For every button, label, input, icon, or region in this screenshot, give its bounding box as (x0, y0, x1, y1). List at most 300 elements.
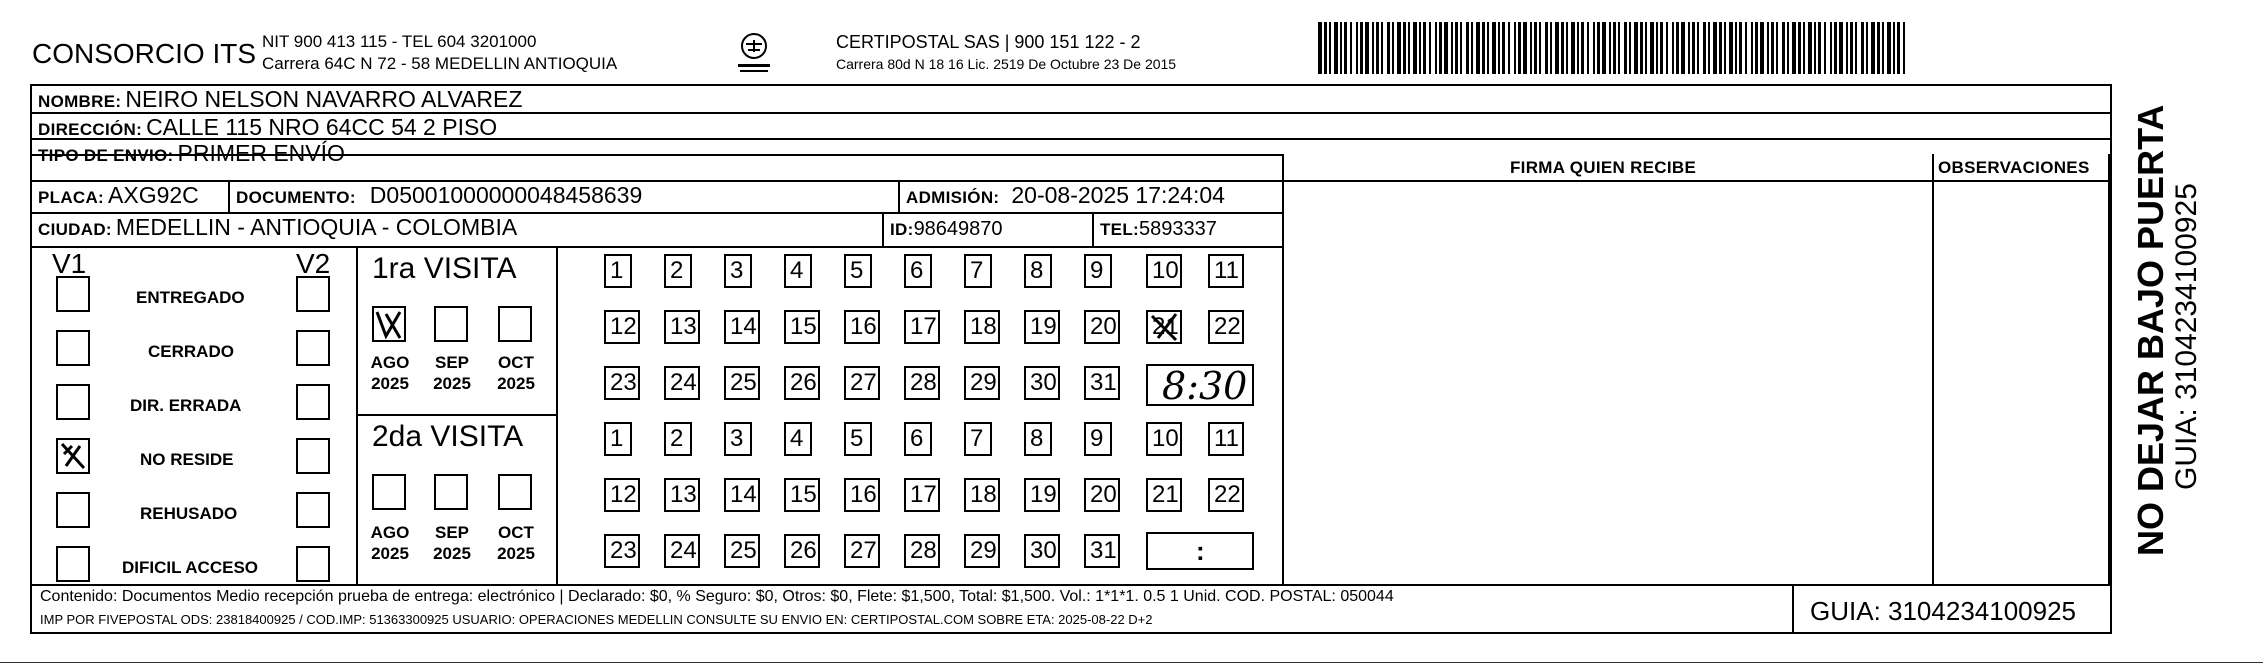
visit2-time-box[interactable] (1146, 532, 1254, 570)
barcode-bar (1903, 22, 1905, 74)
barcode-bar (1782, 22, 1785, 74)
day-number: 11 (1214, 425, 1239, 452)
col-line (1282, 154, 1284, 584)
day-box[interactable] (604, 254, 632, 288)
barcode-bar (1613, 22, 1616, 74)
barcode-bar (1861, 22, 1864, 74)
month-checkbox[interactable] (434, 306, 468, 342)
barcode-bar (1602, 22, 1606, 74)
visit2-time: : (1196, 536, 1205, 566)
day-box[interactable] (844, 310, 880, 344)
barcode-bar (1703, 22, 1706, 74)
day-number: 19 (1030, 313, 1057, 340)
tel-field (1100, 214, 1217, 242)
day-box[interactable] (1024, 254, 1052, 288)
document-label: DOCUMENTO: (236, 188, 356, 207)
v2-checkbox[interactable] (296, 330, 330, 366)
barcode-bar (1372, 22, 1374, 74)
barcode-bar (1834, 22, 1837, 74)
barcode-bar (1751, 22, 1753, 74)
month-label (360, 352, 420, 394)
plate-label: PLACA: (38, 188, 105, 207)
bottom-rule (0, 662, 2263, 663)
status-option-label: REHUSADO (140, 504, 238, 523)
day-box[interactable] (904, 422, 932, 456)
barcode-bar (1487, 22, 1489, 74)
barcode-bar (1692, 22, 1695, 74)
day-box[interactable] (844, 478, 880, 512)
barcode-bar (1455, 22, 1458, 74)
barcode-bar (1846, 22, 1848, 74)
barcode-bar (1340, 22, 1342, 74)
day-box[interactable] (604, 310, 640, 344)
day-box[interactable] (1208, 254, 1244, 288)
barcode-bar (1344, 22, 1347, 74)
day-box[interactable] (844, 422, 872, 456)
barcode-bar (1645, 22, 1647, 74)
day-box[interactable] (1208, 310, 1244, 344)
barcode-bar (1466, 22, 1469, 74)
send-type-field (38, 140, 345, 168)
day-box[interactable] (1024, 422, 1052, 456)
day-number: 21 (1152, 313, 1179, 340)
month-name: SEP (434, 523, 470, 542)
barcode-bar (1887, 22, 1891, 74)
day-box[interactable] (724, 478, 760, 512)
col-line (898, 180, 900, 212)
barcode-bar (1518, 22, 1521, 74)
day-box[interactable] (904, 478, 940, 512)
footer-guia: GUIA: 3104234100925 (1810, 596, 2076, 626)
day-number: 3 (730, 425, 744, 452)
x-mark-icon (1150, 310, 1182, 344)
barcode-bar (1735, 22, 1737, 74)
barcode-bar (1814, 22, 1816, 74)
day-number: 8 (1030, 257, 1044, 284)
barcode-bar (1476, 22, 1480, 74)
barcode-bar (1444, 22, 1448, 74)
day-number: 16 (850, 481, 877, 508)
barcode-bar (1334, 22, 1338, 74)
address-line: Carrera 64C N 72 - 58 MEDELLIN ANTIOQUIA (262, 54, 618, 73)
month-checkbox[interactable] (498, 306, 532, 342)
v1-checkbox[interactable] (56, 492, 90, 528)
visit1-time-box[interactable] (1146, 364, 1254, 406)
day-box[interactable] (1084, 254, 1112, 288)
barcode-bar (1724, 22, 1726, 74)
day-box[interactable] (1084, 310, 1120, 344)
courier-line: CERTIPOSTAL SAS | 900 151 122 - 2 (836, 32, 1141, 52)
month-label (422, 522, 482, 564)
v2-checkbox[interactable] (296, 384, 330, 420)
day-box[interactable] (1146, 310, 1182, 344)
day-box[interactable] (664, 254, 692, 288)
barcode-bar (1561, 22, 1564, 74)
day-box[interactable] (784, 422, 812, 456)
barcode-bar (1581, 22, 1584, 74)
day-number: 17 (910, 313, 937, 340)
day-box[interactable] (844, 366, 880, 400)
barcode-bar (1498, 22, 1500, 74)
day-box[interactable] (664, 422, 692, 456)
month-year: 2025 (433, 374, 471, 393)
day-box[interactable] (1146, 254, 1182, 288)
day-box[interactable] (784, 478, 820, 512)
barcode-bar (1676, 22, 1679, 74)
day-number: 18 (970, 313, 997, 340)
day-box[interactable] (724, 534, 760, 568)
day-box[interactable] (784, 310, 820, 344)
barcode-bar (1618, 22, 1620, 74)
admission-value: 20-08-2025 17:24:04 (1011, 182, 1225, 208)
month-checkbox[interactable] (372, 474, 406, 510)
day-box[interactable] (964, 534, 1000, 568)
barcode-bar (1798, 22, 1801, 74)
col-line (2108, 154, 2110, 584)
v1-checkbox[interactable] (56, 276, 90, 312)
day-number: 25 (730, 537, 757, 564)
barcode-bar (1555, 22, 1559, 74)
day-box[interactable] (1024, 366, 1060, 400)
day-box[interactable] (1084, 422, 1112, 456)
day-box[interactable] (784, 534, 820, 568)
admission-label: ADMISIÓN: (906, 188, 1000, 207)
day-number: 6 (910, 425, 924, 452)
day-number: 18 (970, 481, 997, 508)
day-number: 22 (1214, 313, 1241, 340)
nit-line: NIT 900 413 115 - TEL 604 3201000 (262, 32, 537, 51)
barcode-bar (1850, 22, 1853, 74)
day-box[interactable] (1084, 478, 1120, 512)
month-year: 2025 (497, 374, 535, 393)
day-number: 3 (730, 257, 744, 284)
barcode-bar (1413, 22, 1417, 74)
v2-checkbox[interactable] (296, 276, 330, 312)
day-box[interactable] (1024, 534, 1060, 568)
day-number: 29 (970, 537, 997, 564)
barcode-bar (1539, 22, 1541, 74)
barcode-bar (1392, 22, 1394, 74)
col-line (228, 180, 230, 212)
plate-value: AXG92C (108, 182, 199, 208)
month-name: SEP (434, 353, 470, 372)
barcode-bar (1776, 22, 1778, 74)
day-box[interactable] (964, 478, 1000, 512)
day-box[interactable] (724, 366, 760, 400)
barcode-bar (1656, 22, 1658, 74)
v1-checkbox[interactable] (56, 546, 90, 582)
barcode-bar (1739, 22, 1742, 74)
day-number: 31 (1090, 369, 1117, 396)
day-number: 25 (730, 369, 757, 396)
barcode-bar (1755, 22, 1758, 74)
barcode-bar (1429, 22, 1431, 74)
day-number: 15 (790, 313, 817, 340)
v1-header: V1 (52, 248, 87, 279)
barcode-bar (1871, 22, 1875, 74)
day-number: 28 (910, 537, 937, 564)
barcode-bar (1708, 22, 1710, 74)
barcode-bar (1640, 22, 1643, 74)
barcode-bar (1803, 22, 1805, 74)
month-checkbox[interactable] (434, 474, 468, 510)
col-line (556, 246, 558, 584)
day-number: 10 (1152, 425, 1179, 452)
day-number: 23 (610, 537, 637, 564)
barcode-bar (1523, 22, 1527, 74)
day-box[interactable] (604, 534, 640, 568)
name-label: NOMBRE: (38, 92, 122, 111)
day-number: 27 (850, 369, 877, 396)
month-label (486, 522, 546, 564)
month-checkbox[interactable] (372, 306, 406, 342)
v2-checkbox[interactable] (296, 438, 330, 474)
day-box[interactable] (904, 310, 940, 344)
visit1-title: 1ra VISITA (372, 252, 517, 285)
city-field (38, 214, 517, 242)
day-number: 9 (1090, 257, 1104, 284)
id-label: ID: (890, 220, 914, 239)
day-box[interactable] (904, 254, 932, 288)
barcode-bar (1666, 22, 1668, 74)
barcode-bar (1824, 22, 1826, 74)
barcode-bar (1767, 22, 1769, 74)
day-box[interactable] (964, 310, 1000, 344)
day-number: 10 (1152, 257, 1179, 284)
barcode-bar (1482, 22, 1485, 74)
barcode-bar (1571, 22, 1575, 74)
barcode-bar (1713, 22, 1717, 74)
barcode-bar (1787, 22, 1789, 74)
barcode-bar (1818, 22, 1821, 74)
barcode-bar (1719, 22, 1722, 74)
barcode-bar (1397, 22, 1401, 74)
day-number: 4 (790, 257, 804, 284)
footer-imp: IMP POR FIVEPOSTAL ODS: 23818400925 / COD.IMP: 51363300925 USUARIO: OPERACIONES MEDELLIN CONSULTE SU ENVIO EN: CERTIPOSTAL.COM SOBRE ETA: 2025-08-22 D+2 (40, 612, 1153, 627)
row-line (356, 414, 556, 416)
barcode-bar (1545, 22, 1548, 74)
barcode-bar (1830, 22, 1832, 74)
month-label (360, 522, 420, 564)
day-number: 5 (850, 425, 864, 452)
day-box[interactable] (904, 534, 940, 568)
day-box[interactable] (724, 254, 752, 288)
barcode-bar (1760, 22, 1764, 74)
visit1-time: 8:30 (1162, 364, 1248, 408)
month-name: AGO (370, 523, 410, 542)
day-box[interactable] (964, 254, 992, 288)
send-type-value: PRIMER ENVÍO (177, 140, 345, 166)
send-type-label: TIPO DE ENVIO: (38, 146, 174, 165)
day-number: 17 (910, 481, 937, 508)
row-line (30, 246, 1282, 248)
day-box[interactable] (844, 254, 872, 288)
day-number: 15 (790, 481, 817, 508)
barcode-bar (1360, 22, 1363, 74)
day-number: 13 (670, 313, 697, 340)
day-number: 14 (730, 481, 757, 508)
col-line (882, 212, 884, 246)
barcode-bar (1566, 22, 1568, 74)
day-number: 29 (970, 369, 997, 396)
day-number: 8 (1030, 425, 1044, 452)
day-number: 2 (670, 425, 684, 452)
address-value: CALLE 115 NRO 64CC 54 2 PISO (146, 114, 498, 140)
day-box[interactable] (1024, 310, 1060, 344)
barcode (1318, 22, 1914, 74)
barcode-bar (1577, 22, 1579, 74)
barcode-bar (1460, 22, 1462, 74)
city-label: CIUDAD: (38, 220, 112, 239)
day-box[interactable] (604, 478, 640, 512)
day-number: 20 (1090, 313, 1117, 340)
col-line (1092, 212, 1094, 246)
tel-label: TEL: (1100, 220, 1139, 239)
barcode-bar (1629, 22, 1631, 74)
day-number: 30 (1030, 537, 1057, 564)
day-box[interactable] (1146, 422, 1182, 456)
day-box[interactable] (1024, 478, 1060, 512)
day-box[interactable] (1146, 478, 1182, 512)
day-box[interactable] (784, 366, 820, 400)
v2-checkbox[interactable] (296, 546, 330, 582)
day-box[interactable] (844, 534, 880, 568)
day-mark-icon (1150, 310, 1182, 352)
barcode-bar (1681, 22, 1685, 74)
day-box[interactable] (1084, 366, 1120, 400)
day-number: 12 (610, 313, 637, 340)
month-label (422, 352, 482, 394)
status-option-label: DIFICIL ACCESO (122, 558, 259, 577)
barcode-bar (1318, 22, 1322, 74)
day-box[interactable] (964, 422, 992, 456)
day-number: 23 (610, 369, 637, 396)
barcode-bar (1745, 22, 1747, 74)
document-field (236, 182, 642, 210)
certipostal-logo (734, 30, 774, 76)
day-number: 19 (1030, 481, 1057, 508)
month-year: 2025 (497, 544, 535, 563)
month-checkbox[interactable] (498, 474, 532, 510)
month-year: 2025 (371, 544, 409, 563)
day-number: 7 (970, 425, 984, 452)
day-number: 12 (610, 481, 637, 508)
month-year: 2025 (433, 544, 471, 563)
day-box[interactable] (664, 534, 700, 568)
courier-address: Carrera 80d N 18 16 Lic. 2519 De Octubre 23 De 2015 (836, 56, 1177, 72)
status-option-label: CERRADO (148, 342, 234, 361)
barcode-bar (1451, 22, 1453, 74)
day-box[interactable] (724, 422, 752, 456)
barcode-bar (1897, 22, 1900, 74)
day-number: 9 (1090, 425, 1104, 452)
day-box[interactable] (1208, 478, 1244, 512)
day-number: 6 (910, 257, 924, 284)
address-field (38, 114, 497, 142)
day-number: 26 (790, 537, 817, 564)
barcode-bar (1356, 22, 1358, 74)
day-number: 1 (610, 425, 624, 452)
status-option-label: DIR. ERRADA (130, 396, 242, 415)
day-box[interactable] (664, 366, 700, 400)
plate-field (38, 182, 199, 210)
barcode-bar (1882, 22, 1884, 74)
barcode-bar (1597, 22, 1600, 74)
day-number: 2 (670, 257, 684, 284)
barcode-bar (1634, 22, 1638, 74)
month-name: AGO (370, 353, 410, 372)
barcode-bar (1893, 22, 1895, 74)
tel-value: 5893337 (1138, 218, 1217, 240)
v1-checkbox[interactable] (56, 438, 90, 474)
day-number: 27 (850, 537, 877, 564)
month-name: OCT (498, 523, 534, 542)
document-value: D05001000000048458639 (369, 182, 643, 208)
day-number: 21 (1152, 481, 1179, 508)
day-number: 24 (670, 537, 697, 564)
id-value: 98649870 (913, 218, 1003, 240)
signature-header: FIRMA QUIEN RECIBE (1510, 158, 1697, 177)
day-box[interactable] (604, 366, 640, 400)
v1-checkbox[interactable] (56, 330, 90, 366)
day-box[interactable] (964, 366, 1000, 400)
city-value: MEDELLIN - ANTIOQUIA - COLOMBIA (115, 214, 518, 240)
barcode-bar (1587, 22, 1589, 74)
certipostal-logo-icon (734, 30, 774, 76)
barcode-bar (1324, 22, 1327, 74)
barcode-bar (1624, 22, 1627, 74)
barcode-bar (1376, 22, 1379, 74)
visit2-title: 2da VISITA (372, 420, 524, 453)
day-box[interactable] (1084, 534, 1120, 568)
barcode-bar (1435, 22, 1437, 74)
day-box[interactable] (724, 310, 760, 344)
v1-checkbox[interactable] (56, 384, 90, 420)
barcode-bar (1866, 22, 1868, 74)
barcode-bar (1697, 22, 1699, 74)
month-year: 2025 (371, 374, 409, 393)
name-value: NEIRO NELSON NAVARRO ALVAREZ (125, 86, 523, 112)
row-line (1282, 180, 2112, 182)
barcode-bar (1403, 22, 1406, 74)
barcode-bar (1439, 22, 1442, 74)
day-number: 5 (850, 257, 864, 284)
day-box[interactable] (784, 254, 812, 288)
col-line (1792, 584, 1794, 634)
barcode-bar (1729, 22, 1733, 74)
company-name: CONSORCIO ITS (32, 38, 257, 69)
barcode-bar (1839, 22, 1843, 74)
barcode-bar (1660, 22, 1663, 74)
day-number: 26 (790, 369, 817, 396)
admission-field (906, 182, 1225, 210)
day-box[interactable] (664, 310, 700, 344)
day-box[interactable] (664, 478, 700, 512)
barcode-bar (1329, 22, 1331, 74)
day-number: 20 (1090, 481, 1117, 508)
day-number: 31 (1090, 537, 1117, 564)
day-box[interactable] (604, 422, 632, 456)
day-box[interactable] (1208, 422, 1244, 456)
day-box[interactable] (904, 366, 940, 400)
month-label (486, 352, 546, 394)
barcode-bar (1593, 22, 1595, 74)
barcode-bar (1408, 22, 1410, 74)
barcode-bar (1855, 22, 1857, 74)
side-guia: GUIA: 3104234100925 (2170, 183, 2203, 490)
barcode-bar (1771, 22, 1774, 74)
v2-checkbox[interactable] (296, 492, 330, 528)
